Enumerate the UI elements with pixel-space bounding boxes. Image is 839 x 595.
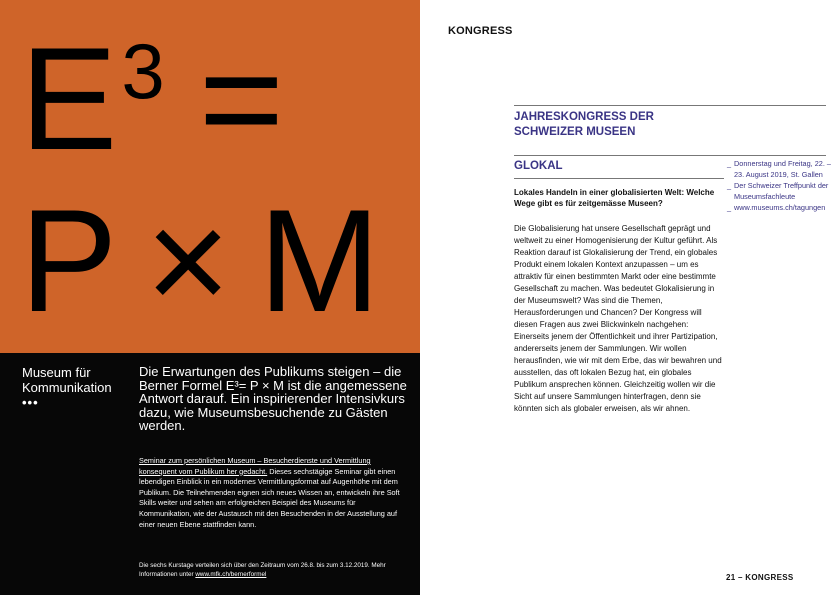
info-date: Donnerstag und Freitag, 22. – 23. August 2019, St. Gallen <box>734 159 831 179</box>
article-page <box>420 0 839 595</box>
ad-lead: Seminar zum persönlichen Museum – Besucherdienste und Vermittlung konsequent vom Publikum her gedacht. <box>139 456 371 476</box>
title-line-2: SCHWEIZER MUSEEN <box>514 126 636 138</box>
formula-m: M <box>258 179 379 342</box>
page-folio: 21 – KONGRESS <box>726 573 794 582</box>
title-line-1: JAHRESKONGRESS DER <box>514 111 654 123</box>
ad-body-text: Dieses sechstägige Seminar gibt einen lebendigen Einblick in ein modernes Vermittlungsformat auf Augenhöhe mit dem Publikum. Die Teilnehmenden eignen sich neues Wissen an, entwickeln ihre Soft Skills weiter und sehen am erfolgreichen Beispiel des Museums für Kommunikation, wie der Austausch mit den Besuchenden in der Ausstellung auf einer neuen Ebene stattfinden kann. <box>139 466 400 529</box>
info-marker: _ <box>727 203 732 212</box>
ad-body <box>139 456 409 530</box>
lead-question: Lokales Handeln in einer globalisierten Welt: Welche Wege gibt es für zeitgemässe Museen? <box>514 188 715 208</box>
museum-logo <box>22 365 132 410</box>
info-link-item <box>727 202 837 213</box>
formula-e: E <box>20 17 116 180</box>
section-bottom-rule <box>514 178 724 179</box>
title-top-rule <box>514 105 826 106</box>
formula-panel <box>0 0 420 353</box>
info-marker: _ <box>727 159 732 168</box>
formula-times: × <box>145 179 229 342</box>
info-date-item <box>727 158 837 180</box>
formula-line-1 <box>20 17 283 180</box>
info-org-item <box>727 180 837 202</box>
article-body: Die Globalisierung hat unsere Gesellschaft geprägt und weltweit zu einer Homogenisierung der Kultur geführt. Als Reaktion darauf ist Glokalisierung der Trend, ein globales Produkt einem lokalen Kontext anzupassen – um es attraktiv für einen bestimmten Markt oder eine bestimmte Gesellschaft zu machen. Was bedeutet Glokalisierung in der Museumswelt? Was sind die Themen, Herausforderungen und Chancen? Der Kongress will diesen Fragen aus zwei Blickwinkeln nachgehen: Einerseits jenem der Öffentlichkeit und ihrer Partizipation, andererseits jenem der Sammlungen. Wir wollen herausfinden, wie wir mit dem Erbe, das wir bewahren und ausstellen, das oft lokalen Bezug hat, ein globales Publikum ansprechen können. Gleichzeitig wollen wir die Sicht auf unsere Sammlungen hinterfragen, denn sie könnten sich als globaler erweisen, als wir ahnen. <box>514 224 722 413</box>
ad-headline: Die Erwartungen des Publikums steigen – die Berner Formel E³= P × M ist die angemessene Antwort darauf. Ein inspirierender Intensivkurs dazu, wie Museumsbesuchende zu Gästen werden. <box>139 364 407 433</box>
section-top-rule <box>514 155 826 156</box>
formula-exponent: 3 <box>121 27 163 115</box>
museum-name: Museum für Kommunikation <box>22 365 112 395</box>
info-marker: _ <box>727 181 732 190</box>
article-title <box>514 110 654 140</box>
formula-p: P <box>20 179 116 342</box>
ad-text-panel <box>0 353 420 595</box>
formula-equals: = <box>198 17 283 180</box>
footnote-text: Die sechs Kurstage verteilen sich über den Zeitraum vom 26.8. bis zum 3.12.2019. Mehr Informationen unter <box>139 562 386 578</box>
footnote-link[interactable]: www.mfk.ch/bernerformel <box>195 571 267 578</box>
event-info <box>727 158 837 213</box>
formula-line-2 <box>20 179 379 342</box>
running-head: KONGRESS <box>448 25 513 37</box>
ad-footnote <box>139 561 409 579</box>
info-link[interactable]: www.museums.ch/tagungen <box>734 203 826 212</box>
section-heading: GLOKAL <box>514 160 563 172</box>
museum-dots: ••• <box>22 395 39 410</box>
info-org: Der Schweizer Treffpunkt der Museumsfachleute <box>734 181 829 201</box>
